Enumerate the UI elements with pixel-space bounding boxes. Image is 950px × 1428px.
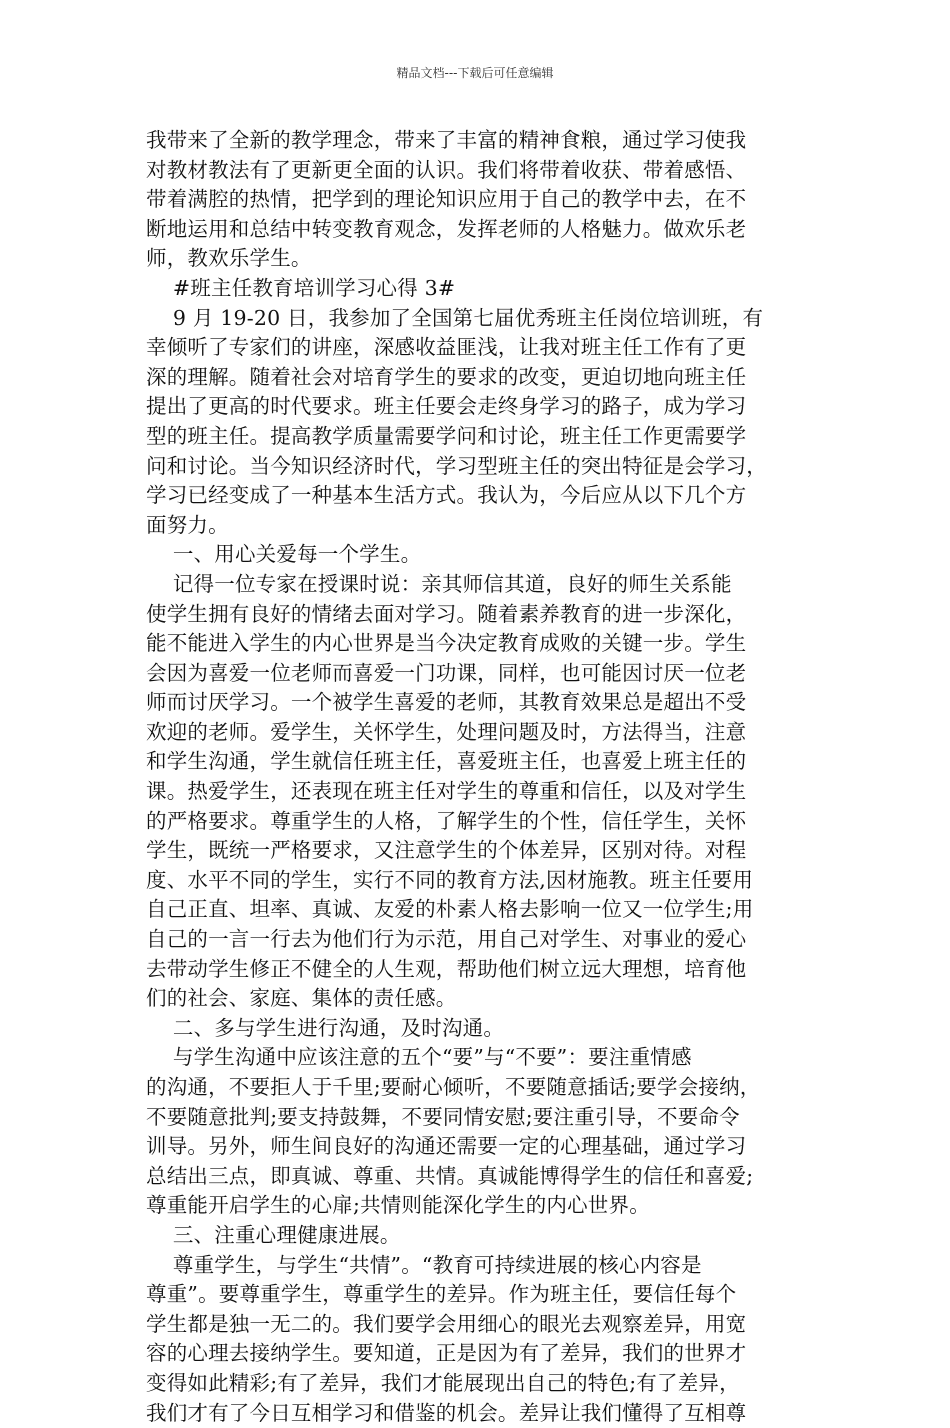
text-line: 学生都是独一无二的。我们要学会用细心的眼光去观察差异，用宽 [146,1311,747,1336]
section-title: #班主任教育培训学习心得 3# [146,275,456,300]
text-line: 使学生拥有良好的情绪去面对学习。随着素养教育的进一步深化， [146,601,747,626]
text-line: 与学生沟通中应该注意的五个“要”与“不要”：要注重情感 [146,1045,692,1070]
text-line: 度、水平不同的学生，实行不同的教育方法,因材施教。班主任要用 [146,867,754,892]
text-line: 自己正直、坦率、真诚、友爱的朴素人格去影响一位又一位学生;用 [146,897,754,922]
text-line: 会因为喜爱一位老师而喜爱一门功课，同样，也可能因讨厌一位老 [146,660,747,685]
text-line: 的严格要求。尊重学生的人格，了解学生的个性，信任学生，关怀 [146,808,747,833]
text-line: 记得一位专家在授课时说：亲其师信其道，良好的师生关系能 [146,571,732,596]
text-line: 深的理解。随着社会对培育学生的要求的改变，更迫切地向班主任 [146,364,747,389]
text-line: 断地运用和总结中转变教育观念，发挥老师的人格魅力。做欢乐老 [146,216,747,241]
text-line: 尊重学生，与学生“共情”。“教育可持续进展的核心内容是 [146,1252,702,1277]
text-line: 面努力。 [146,512,229,537]
text-line: 师而讨厌学习。一个被学生喜爱的老师，其教育效果总是超出不受 [146,690,747,715]
text-line: 不要随意批判;要支持鼓舞，不要同情安慰;要注重引导，不要命令 [146,1104,740,1129]
text-line: 对教材教法有了更新更全面的认识。我们将带着收获、带着感悟、 [146,157,747,182]
text-line: 师，教欢乐学生。 [146,246,312,271]
text-line: 幸倾听了专家们的讲座，深感收益匪浅，让我对班主任工作有了更 [146,335,747,360]
text-line: 我们才有了今日互相学习和借鉴的机会。差异让我们懂得了互相尊 [146,1400,747,1425]
text-line: 欢迎的老师。爱学生，关怀学生，处理问题及时，方法得当，注意 [146,719,747,744]
text-line: 容的心理去接纳学生。要知道，正是因为有了差异，我们的世界才 [146,1341,747,1366]
text-line: 自己的一言一行去为他们行为示范，用自己对学生、对事业的爱心 [146,927,747,952]
text-line: 尊重能开启学生的心扉;共情则能深化学生的内心世界。 [146,1193,650,1218]
text-line: 9 月 19-20 日，我参加了全国第七届优秀班主任岗位培训班，有 [146,305,764,330]
text-line: 能不能进入学生的内心世界是当今决定教育成败的关键一步。学生 [146,631,747,656]
text-line: 的沟通，不要拒人于千里;要耐心倾听，不要随意插话;要学会接纳， [146,1075,761,1099]
text-line: 课。热爱学生，还表现在班主任对学生的尊重和信任，以及对学生 [146,779,747,804]
text-line: 型的班主任。提高教学质量需要学问和讨论，班主任工作更需要学 [146,423,747,448]
subheading: 一、用心关爱每一个学生。 [146,542,422,567]
text-line: 们的社会、家庭、集体的责任感。 [146,986,457,1011]
text-line: 问和讨论。当今知识经济时代，学习型班主任的突出特征是会学习， [146,453,767,478]
text-line: 学习已经变成了一种基本生活方式。我认为，今后应从以下几个方 [146,483,747,508]
text-line: 去带动学生修正不健全的人生观，帮助他们树立远大理想，培育他 [146,956,747,981]
text-line: 训导。另外，师生间良好的沟通还需要一定的心理基础，通过学习 [146,1134,747,1159]
text-line: 尊重”。要尊重学生，尊重学生的差异。作为班主任，要信任每个 [146,1282,737,1307]
text-line: 学生，既统一严格要求，又注意学生的个体差异，区别对待。对程 [146,838,747,863]
subheading: 三、注重心理健康进展。 [146,1222,401,1247]
subheading: 二、多与学生进行沟通，及时沟通。 [146,1015,505,1040]
text-line: 我带来了全新的教学理念，带来了丰富的精神食粮，通过学习使我 [146,128,747,152]
document-body [146,126,806,1428]
text-line: 总结出三点，即真诚、尊重、共情。真诚能博得学生的信任和喜爱; [146,1163,754,1188]
text-line: 提出了更高的时代要求。班主任要会走终身学习的路子，成为学习 [146,394,747,419]
text-line: 和学生沟通，学生就信任班主任，喜爱班主任，也喜爱上班主任的 [146,749,747,774]
text-line: 变得如此精彩;有了差异，我们才能展现出自己的特色;有了差异， [146,1370,740,1395]
page-header: 精品文档---下载后可任意编辑 [396,66,554,80]
text-line: 带着满腔的热情，把学到的理论知识应用于自己的教学中去，在不 [146,187,747,212]
